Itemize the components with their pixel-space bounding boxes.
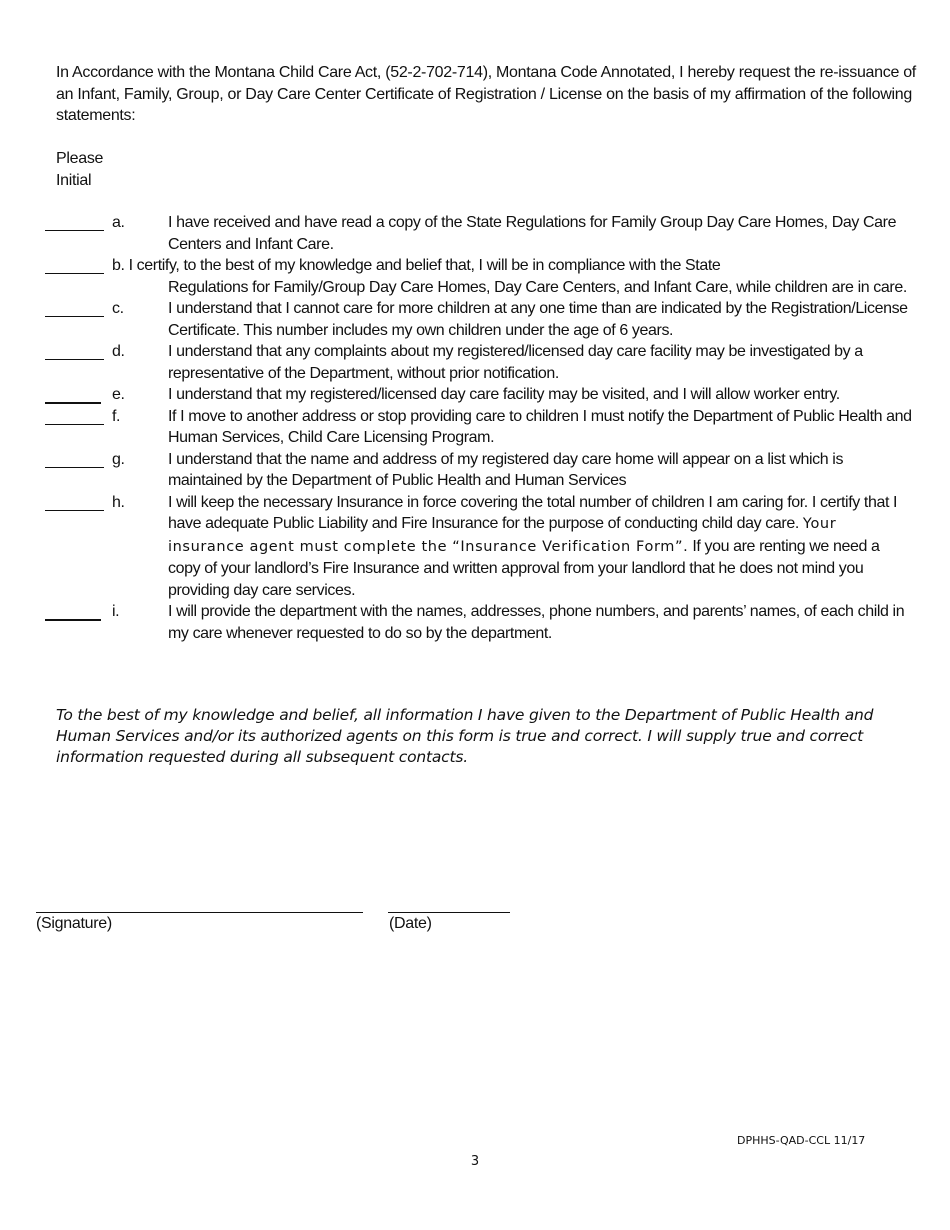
form-code: DPHHS-QAD-CCL 11/17	[737, 1134, 866, 1147]
statement-e	[0, 384, 950, 406]
initial-blank-h[interactable]	[45, 510, 104, 511]
initial-blank-d[interactable]	[45, 359, 104, 360]
statement-letter: b.	[112, 257, 125, 274]
initial-blank-a[interactable]	[45, 230, 104, 231]
statement-f	[0, 406, 950, 449]
please-label: Please	[56, 150, 104, 167]
statement-text-first-line: I certify, to the best of my knowledge and belief that, I will be in compliance with the State	[128, 257, 721, 274]
statement-a	[0, 212, 950, 255]
initial-blank-e[interactable]	[45, 402, 101, 404]
statement-text: I will provide the department with the names, addresses, phone numbers, and parents’ names, of each child in my care whenever requested to do so by the department.	[168, 603, 905, 642]
statement-c	[0, 298, 950, 341]
statement-g	[0, 449, 950, 492]
statement-letter: c.	[112, 300, 124, 317]
renting-note: If you are renting we need a copy of your landlord’s Fire Insurance and written approval from your landlord that he does not mind you providing day care services.	[168, 537, 880, 599]
date-line[interactable]	[388, 912, 510, 913]
statement-letter: e.	[112, 386, 125, 403]
statement-text: I understand that I cannot care for more children at any one time than are indicated by the Registration/License Certificate. This number includes my own children under the age of 6 years.	[168, 300, 908, 339]
statement-b	[0, 255, 950, 298]
statement-text: I understand that my registered/licensed day care facility may be visited, and I will allow worker entry.	[168, 386, 840, 403]
initial-label: Initial	[56, 171, 92, 189]
please-initial-heading	[56, 148, 103, 191]
statement-list	[0, 212, 950, 644]
intro-paragraph: In Accordance with the Montana Child Care Act, (52-2-702-714), Montana Code Annotated, I hereby request the re-issuance of an Infant, Family, Group, or Day Care Center Certificate of Registration / License on the basis of my affirmation of the following statements:	[56, 64, 916, 124]
insurance-verification-note: Your insurance agent must complete the “Insurance Verification Form”.	[168, 516, 837, 555]
statement-letter: f.	[112, 407, 121, 425]
statement-text: I understand that any complaints about my registered/licensed day care facility may be investigated by a representative of the Department, without prior notification.	[168, 343, 863, 382]
statement-letter: a.	[112, 214, 125, 231]
insurance-requirement-text: I will keep the necessary Insurance in force covering the total number of children I am caring for. I certify that I have adequate Public Liability and Fire Insurance for the purpose of conducting child day care.	[168, 493, 898, 532]
statement-text	[168, 492, 913, 602]
initial-blank-f[interactable]	[45, 424, 104, 425]
statement-letter: i.	[112, 603, 120, 620]
statement-letter: h.	[112, 493, 125, 511]
signature-label: (Signature)	[36, 915, 112, 932]
page-number: 3	[470, 1154, 480, 1169]
statement-h	[0, 492, 950, 602]
statement-text: I have received and have read a copy of the State Regulations for Family Group Day Care Homes, Day Care Centers and Infant Care.	[168, 214, 897, 253]
affirmation-statement: To the best of my knowledge and belief, all information I have given to the Department of Public Health and Human Services and/or its authorized agents on this form is true and correct. I will supply true and correct information requested during all subsequent contacts.	[56, 706, 874, 766]
statement-i	[0, 601, 950, 644]
statement-text-continued: Regulations for Family/Group Day Care Homes, Day Care Centers, and Infant Care, while children are in care.	[168, 278, 907, 296]
statement-text	[0, 255, 913, 298]
statement-d	[0, 341, 950, 384]
initial-blank-c[interactable]	[45, 316, 104, 317]
statement-text: I understand that the name and address of my registered day care home will appear on a list which is maintained by the Department of Public Health and Human Services	[168, 450, 844, 489]
initial-blank-i[interactable]	[45, 619, 101, 621]
date-label: (Date)	[389, 915, 432, 932]
statement-letter: d.	[112, 343, 125, 360]
initial-blank-g[interactable]	[45, 467, 104, 468]
statement-text: If I move to another address or stop providing care to children I must notify the Department of Public Health and Human Services, Child Care Licensing Program.	[168, 407, 912, 446]
initial-blank-b[interactable]	[45, 273, 104, 274]
signature-line[interactable]	[36, 912, 363, 913]
statement-letter: g.	[112, 450, 125, 468]
